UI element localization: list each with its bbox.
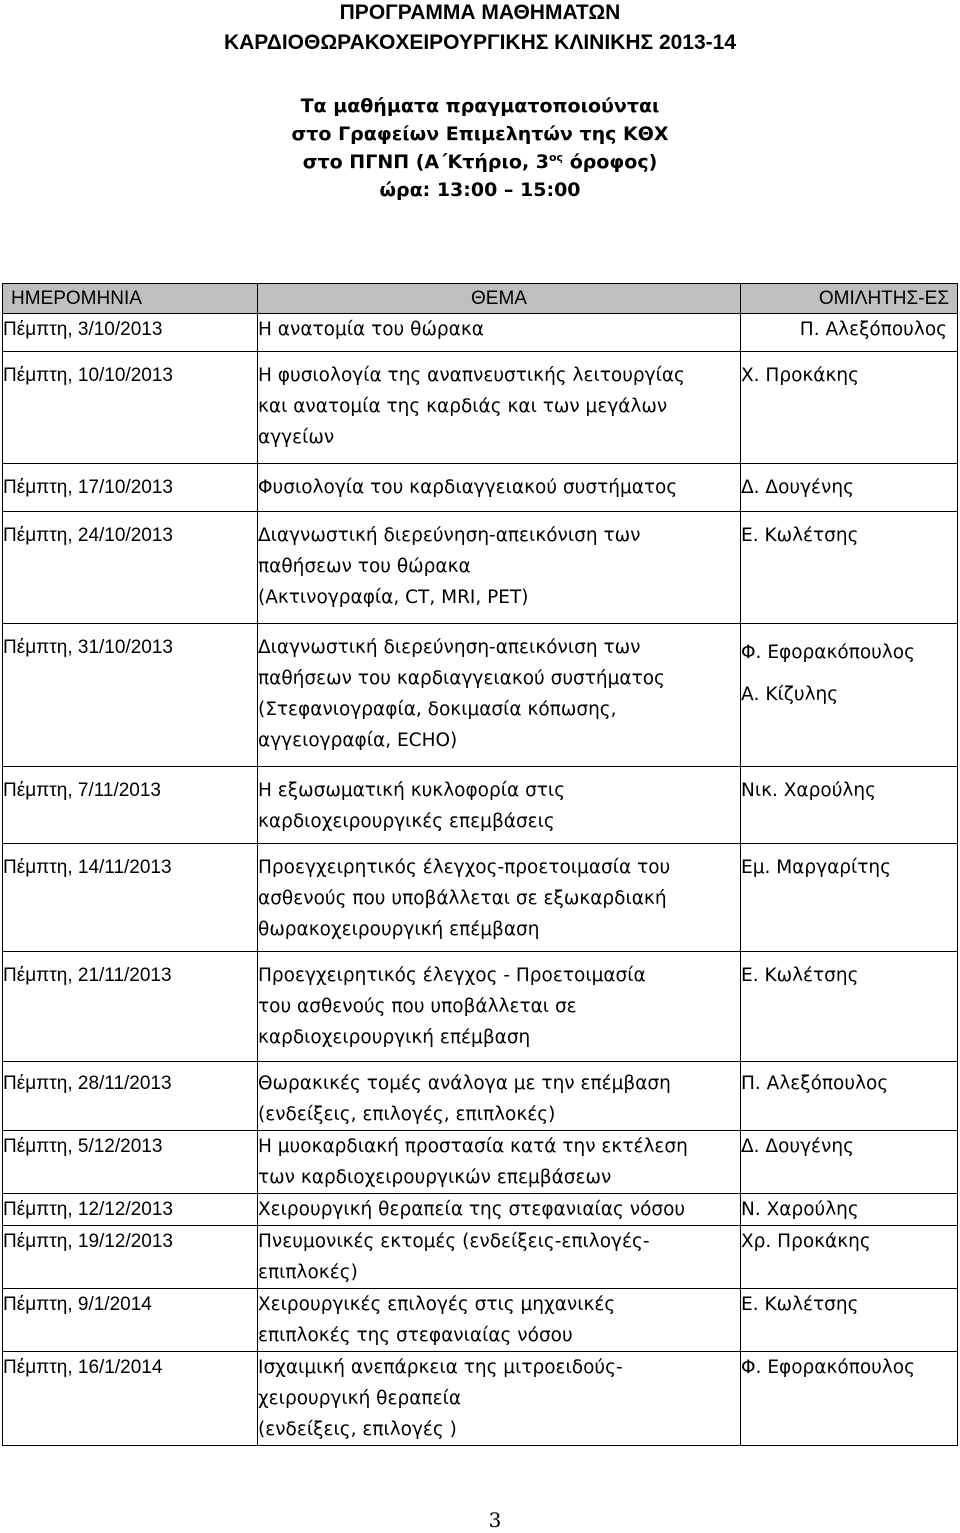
table-body <box>3 314 958 1446</box>
info-line-2: στο Γραφείων Επιμελητών της ΚΘΧ <box>291 123 669 145</box>
cell-topic <box>258 624 741 767</box>
cell-date: Πέμπτη, 24/10/2013 <box>3 512 258 624</box>
table-row <box>3 1131 958 1194</box>
cell-date: Πέμπτη, 21/11/2013 <box>3 952 258 1062</box>
cell-topic <box>258 314 741 352</box>
topic-line: Διαγνωστική διερεύνηση-απεικόνιση των <box>258 525 641 546</box>
topic-line: Προεγχειρητικός έλεγχος-προετοιμασία του <box>258 857 671 878</box>
table-row <box>3 952 958 1062</box>
cell-speaker <box>741 1062 958 1131</box>
speaker-line: Π. Αλεξόπουλος <box>741 1073 889 1094</box>
cell-speaker <box>741 767 958 844</box>
table-row <box>3 844 958 952</box>
cell-speaker <box>741 1352 958 1446</box>
topic-line: Η ανατομία του θώρακα <box>258 319 484 340</box>
cell-date: Πέμπτη, 9/1/2014 <box>3 1289 258 1352</box>
cell-topic <box>258 767 741 844</box>
topic-line: Ισχαιμική ανεπάρκεια της μιτροειδούς- <box>258 1357 623 1378</box>
speaker-line: Α. Κίζυλης <box>741 684 839 705</box>
topic-line: Η φυσιολογία της αναπνευστικής λειτουργίας <box>258 365 685 386</box>
cell-date: Πέμπτη, 17/10/2013 <box>3 464 258 512</box>
speaker-line: Εμ. Μαργαρίτης <box>741 857 891 878</box>
topic-line: και ανατομία της καρδιάς και των μεγάλων <box>258 396 668 417</box>
speaker-line: Ε. Κωλέτσης <box>741 1294 859 1315</box>
topic-line: Φυσιολογία του καρδιαγγειακού συστήματος <box>258 477 678 498</box>
schedule-table <box>2 283 958 1446</box>
cell-speaker <box>741 352 958 464</box>
cell-date: Πέμπτη, 19/12/2013 <box>3 1226 258 1289</box>
topic-line: των καρδιοχειρουργικών επεμβάσεων <box>258 1167 612 1188</box>
cell-date: Πέμπτη, 5/12/2013 <box>3 1131 258 1194</box>
lecture-info <box>0 92 960 204</box>
speaker-line: Π. Αλεξόπουλος <box>799 319 947 340</box>
cell-topic <box>258 1131 741 1194</box>
topic-line: Προεγχειρητικός έλεγχος - Προετοιμασία <box>258 965 646 986</box>
info-line-3-b: όροφος) <box>563 151 658 173</box>
table-row <box>3 464 958 512</box>
table-row <box>3 1352 958 1446</box>
topic-line: Διαγνωστική διερεύνηση-απεικόνιση των <box>258 637 641 658</box>
cell-date: Πέμπτη, 16/1/2014 <box>3 1352 258 1446</box>
table-header-row <box>3 284 958 314</box>
cell-speaker <box>741 464 958 512</box>
info-line-1: Τα μαθήματα πραγματοποιούνται <box>300 95 660 117</box>
topic-line: παθήσεων του θώρακα <box>258 556 471 577</box>
topic-line: (ενδείξεις, επιλογές, επιπλοκές) <box>258 1104 556 1125</box>
cell-topic <box>258 1289 741 1352</box>
speaker-line: Ε. Κωλέτσης <box>741 525 859 546</box>
cell-speaker <box>741 1194 958 1226</box>
cell-speaker <box>741 624 958 767</box>
topic-line: Χειρουργικές επιλογές στις μηχανικές <box>258 1294 616 1315</box>
cell-speaker <box>741 844 958 952</box>
topic-line: χειρουργική θεραπεία <box>258 1388 462 1409</box>
topic-line: (ενδείξεις, επιλογές ) <box>258 1419 457 1440</box>
info-line-3-sup: ος <box>549 151 564 164</box>
topic-line: Η εξωσωματική κυκλοφορία στις <box>258 780 566 801</box>
cell-topic <box>258 1194 741 1226</box>
table-row <box>3 1194 958 1226</box>
cell-topic <box>258 352 741 464</box>
topic-line: ασθενούς που υποβάλλεται σε εξωκαρδιακή <box>258 888 667 909</box>
speaker-line: Δ. Δουγένης <box>741 1136 854 1157</box>
speaker-line: Δ. Δουγένης <box>741 477 854 498</box>
speaker-line: Νικ. Χαρούλης <box>741 780 876 801</box>
table-row <box>3 1226 958 1289</box>
cell-topic <box>258 1352 741 1446</box>
cell-topic <box>258 512 741 624</box>
cell-date: Πέμπτη, 28/11/2013 <box>3 1062 258 1131</box>
info-line-4: ώρα: 13:00 – 15:00 <box>379 179 581 201</box>
topic-line: Χειρουργική θεραπεία της στεφανιαίας νόσου <box>258 1199 686 1220</box>
topic-line: του ασθενούς που υποβάλλεται σε <box>258 996 577 1017</box>
cell-speaker <box>741 512 958 624</box>
topic-line: παθήσεων του καρδιαγγειακού συστήματος <box>258 668 665 689</box>
speaker-line: Χ. Προκάκης <box>741 365 859 386</box>
cell-speaker <box>741 1131 958 1194</box>
table-row <box>3 624 958 767</box>
header-speaker: ΟΜΙΛΗΤΗΣ-ΕΣ <box>741 284 958 314</box>
table-row <box>3 1289 958 1352</box>
topic-line: (Στεφανιογραφία, δοκιμασία κόπωσης, <box>258 699 617 720</box>
topic-line: θωρακοχειρουργική επέμβαση <box>258 919 540 940</box>
cell-date: Πέμπτη, 14/11/2013 <box>3 844 258 952</box>
cell-topic <box>258 464 741 512</box>
table-row <box>3 767 958 844</box>
table-row <box>3 512 958 624</box>
speaker-line: Ε. Κωλέτσης <box>741 965 859 986</box>
topic-line: Η μυοκαρδιακή προστασία κατά την εκτέλεση <box>258 1136 688 1157</box>
topic-line: επιπλοκές της στεφανιαίας νόσου <box>258 1325 573 1346</box>
speaker-line: Ν. Χαρούλης <box>741 1199 859 1220</box>
info-line-3-a: στο ΠΓΝΠ (Α΄Κτήριο, 3 <box>302 151 549 173</box>
cell-topic <box>258 1226 741 1289</box>
cell-date: Πέμπτη, 12/12/2013 <box>3 1194 258 1226</box>
topic-line: καρδιοχειρουργική επέμβαση <box>258 1027 531 1048</box>
topic-line: αγγειογραφία, ECHO) <box>258 730 458 751</box>
cell-speaker <box>741 314 958 352</box>
cell-date: Πέμπτη, 7/11/2013 <box>3 767 258 844</box>
cell-topic <box>258 844 741 952</box>
table-row <box>3 1062 958 1131</box>
title-line-2: ΚΑΡΔΙΟΘΩΡΑΚΟΧΕΙΡΟΥΡΓΙΚΗΣ ΚΛΙΝΙΚΗΣ 2013-14 <box>223 31 737 54</box>
table-row <box>3 314 958 352</box>
cell-date: Πέμπτη, 3/10/2013 <box>3 314 258 352</box>
speaker-line: Φ. Εφορακόπουλος <box>741 642 915 663</box>
cell-topic <box>258 952 741 1062</box>
info-line-3 <box>0 148 960 176</box>
topic-line: καρδιοχειρουργικές επεμβάσεις <box>258 811 555 832</box>
speaker-line: Χρ. Προκάκης <box>741 1231 871 1252</box>
topic-line: επιπλοκές) <box>258 1262 358 1283</box>
document-header <box>0 0 960 56</box>
topic-line: (Ακτινογραφία, CT, MRI, PET) <box>258 587 529 608</box>
table-row <box>3 352 958 464</box>
topic-line: Θωρακικές τομές ανάλογα με την επέμβαση <box>258 1073 671 1094</box>
cell-speaker <box>741 1226 958 1289</box>
cell-speaker <box>741 952 958 1062</box>
topic-line: Πνευμονικές εκτομές (ενδείξεις-επιλογές- <box>258 1231 650 1252</box>
cell-topic <box>258 1062 741 1131</box>
page-number: 3 <box>488 1508 502 1532</box>
title-line-1: ΠΡΟΓΡΑΜΜΑ ΜΑΘΗΜΑΤΩΝ <box>339 1 621 24</box>
topic-line: αγγείων <box>258 427 335 448</box>
cell-date: Πέμπτη, 10/10/2013 <box>3 352 258 464</box>
cell-date: Πέμπτη, 31/10/2013 <box>3 624 258 767</box>
cell-speaker <box>741 1289 958 1352</box>
header-topic: ΘΕΜΑ <box>258 284 741 314</box>
header-date: ΗΜΕΡΟΜΗΝΙΑ <box>3 284 258 314</box>
speaker-line: Φ. Εφορακόπουλος <box>741 1357 915 1378</box>
